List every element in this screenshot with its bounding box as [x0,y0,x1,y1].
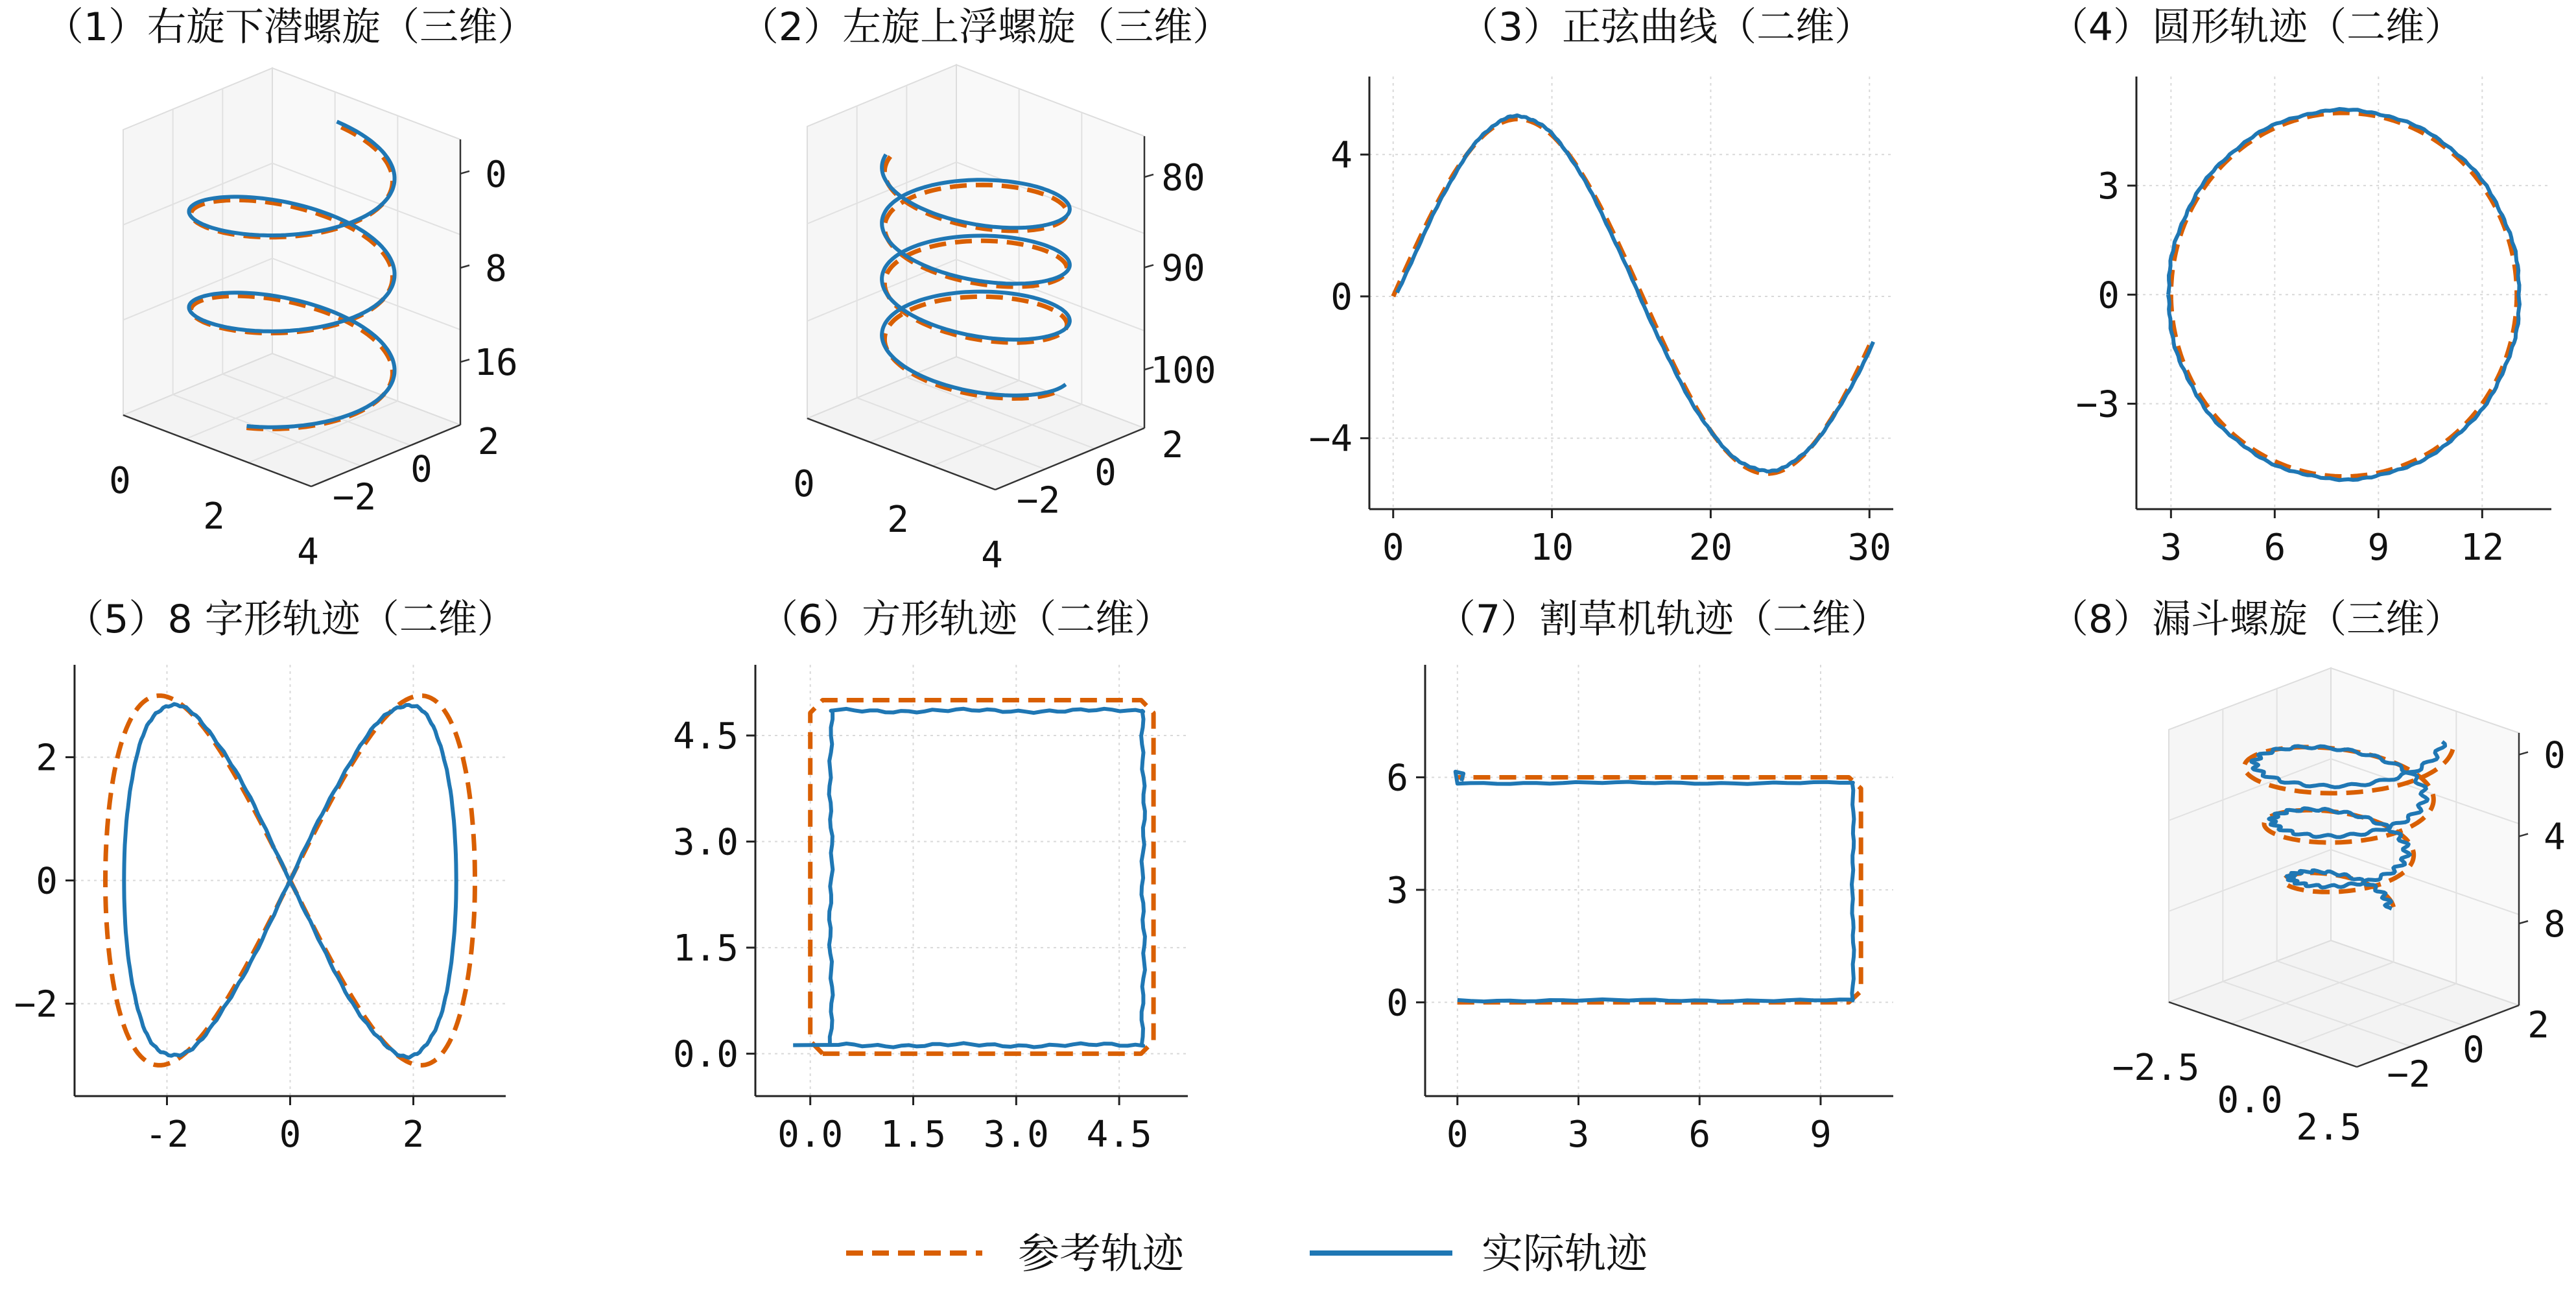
y-tick-label: 1.5 [672,927,739,970]
x-tick-label: 0 [793,463,815,505]
y-tick-label: −2 [332,476,377,519]
y-tick-label: 4.5 [672,715,739,758]
y-tick-label: 3 [1386,869,1408,912]
z-tick-label: 90 [1161,247,1205,290]
z-tick-label: 0 [485,153,507,196]
y-tick-label: −2 [1016,479,1061,522]
x-tick-label: 2 [402,1114,425,1156]
y-tick-label: 6 [1386,757,1408,800]
panel-title: （2）左旋上浮螺旋（三维） [739,5,1232,50]
z-tick-label: 0 [2544,734,2566,777]
x-tick-label: 3 [1567,1114,1590,1156]
axis-pane [123,68,272,415]
x-tick-label: 2 [887,499,909,541]
y-tick-label: 3.0 [672,821,739,864]
z-tick-label: 4 [2544,816,2566,859]
panel-2 [740,5,1231,577]
actual-trajectory-line [793,709,1145,1047]
panel-title: （3）正弦曲线（二维） [1459,5,1874,50]
y-tick-label: 0 [36,860,58,903]
z-tick [2519,921,2528,924]
panel-7 [1386,597,1893,1156]
y-tick-label: −4 [1308,418,1353,460]
x-tick-label: 0.0 [777,1114,844,1156]
x-tick-label: 4 [981,534,1003,577]
z-tick [1144,265,1153,268]
legend-actual-label: 实际轨迹 [1482,1230,1648,1278]
y-tick-label: −2 [2387,1053,2431,1096]
legend [846,1230,1648,1278]
z-tick-label: 8 [485,248,507,290]
z-tick [460,359,469,362]
actual-trajectory-line [1456,772,1854,1001]
x-tick-label: 0 [1382,527,1404,569]
y-tick-label: 0 [1330,276,1353,318]
panel-6 [673,597,1188,1156]
x-tick-label: 9 [2367,527,2390,569]
x-tick-label: 3 [2160,527,2182,569]
y-tick-label: 0 [1386,982,1408,1025]
x-tick-label: 9 [1810,1114,1832,1156]
z-tick [2519,834,2528,837]
panel-5 [14,597,516,1156]
x-tick-label: 4.5 [1086,1114,1152,1156]
panel-title: （7）割草机轨迹（二维） [1436,597,1890,642]
z-tick [460,171,469,174]
z-tick-label: 8 [2544,903,2566,946]
x-tick-label: 0 [109,460,131,502]
x-tick-label: 10 [1530,527,1574,569]
x-tick-label: 6 [2263,527,2286,569]
x-tick-label: 4 [297,531,319,573]
panel-3 [1309,5,1893,569]
x-tick-label: 1.5 [880,1114,947,1156]
y-tick-label: 0 [410,448,432,491]
x-tick-label: 2 [203,496,225,538]
reference-trajectory-line [810,700,1153,1054]
z-tick-label: 80 [1161,157,1205,199]
panel-8 [2050,597,2566,1149]
z-tick-label: 16 [474,342,518,385]
panel-4 [2050,5,2551,569]
panel-title: （8）漏斗螺旋（三维） [2049,597,2464,642]
panel-title: （4）圆形轨迹（二维） [2049,5,2464,50]
y-tick-label: 2 [2527,1004,2549,1047]
x-tick-label: 3.0 [983,1114,1049,1156]
y-tick-label: 3 [2097,165,2120,208]
actual-trajectory-line [1397,115,1873,472]
z-tick [460,265,469,268]
y-tick-label: 0 [1094,451,1117,494]
y-tick-label: 0.0 [672,1033,739,1076]
panel-title: （1）右旋下潜螺旋（三维） [44,5,537,50]
y-tick-label: 2 [36,737,58,780]
panel-title: （5）8 字形轨迹（二维） [65,597,516,642]
x-tick-label: 6 [1688,1114,1711,1156]
x-tick-label: -2 [145,1114,189,1156]
z-tick [1144,174,1153,177]
x-tick-label: 0 [1446,1114,1469,1156]
x-tick-label: 0 [279,1114,301,1156]
y-tick-label: 0 [2097,274,2120,317]
z-tick-label: 100 [1150,350,1216,392]
y-tick-label: 2 [477,420,500,463]
x-tick-label: 12 [2460,527,2505,569]
y-tick-label: 2 [1161,424,1184,466]
x-tick-label: 0.0 [2217,1079,2283,1121]
y-tick-label: 4 [1330,134,1353,177]
z-tick [2519,752,2528,755]
legend-reference-label: 参考轨迹 [1018,1230,1184,1278]
y-tick-label: −3 [2075,383,2120,426]
x-tick-label: 20 [1688,527,1733,569]
x-tick-label: 2.5 [2296,1106,2362,1149]
x-tick-label: −2.5 [2112,1047,2200,1089]
y-tick-label: 0 [2463,1029,2485,1071]
y-tick-label: −2 [14,983,58,1026]
panel-title: （6）方形轨迹（二维） [759,597,1174,642]
x-tick-label: 30 [1847,527,1891,569]
panel-1 [45,5,536,573]
